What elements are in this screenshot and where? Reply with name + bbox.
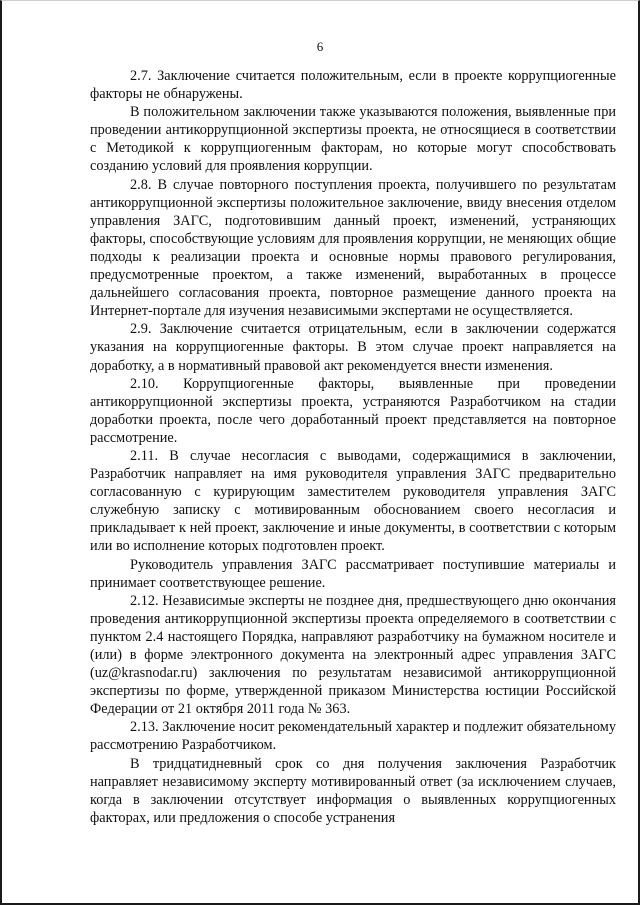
paragraph-2-7: 2.7. Заключение считается положительным, если в проекте коррупциогенные факторы не обнаружены. (90, 68, 616, 103)
document-body (90, 67, 616, 827)
paragraph-thirty-day-response: В тридцатидневный срок со дня получения заключения Разработчик направляет независимому эксперту мотивированный ответ (за исключением случаев, когда в заключении отсутствует информация о выявленных коррупциогенных факторах, или предложения о способе устранения (90, 755, 616, 826)
paragraph-2-8: 2.8. В случае повторного поступления проекта, получившего по результатам антикоррупционной экспертизы положительное заключение, ввиду внесения отделом управления ЗАГС, подготовившим данный проект, изменений, устраняющих факторы, способствующие условиям для проявления коррупции, не меняющих общие подходы к реализации проекта и основные нормы правового регулирования, предусмотренные проектом, а также изменений, выработанных в процессе дальнейшего согласования проекта, повторное размещение данного проекта на Интернет-портале для изучения независимыми экспертами не осуществляется. (90, 176, 616, 320)
paragraph-2-9: 2.9. Заключение считается отрицательным, если в заключении содержатся указания на коррупциогенные факторы. В этом случае проект направляется на доработку, а в нормативный правовой акт рекомендуется внести изменения. (90, 321, 616, 374)
paragraph-2-11: 2.11. В случае несогласия с выводами, содержащимися в заключении, Разработчик направляет на имя руководителя управления ЗАГС предварительно согласованную с курирующим заместителем руководителя управления ЗАГС служебную записку с мотивированным обоснованием своего несогласия и прикладывает к ней проект, заключение и иные документы, в соответствии с которым или во исполнение которых подготовлен проект. (90, 447, 616, 555)
paragraph-2-12: 2.12. Независимые эксперты не позднее дня, предшествующего дню окончания проведения антикоррупционной экспертизы проекта определяемого в соответствии с пунктом 2.4 настоящего Порядка, направляют разработчику на бумажном носителе и (или) в форме электронного документа на электронный адрес управления ЗАГС (uz@krasnodar.ru) заключения по результатам независимой антикоррупционной экспертизы по форме, утвержденной приказом Министерства юстиции Российской Федерации от 21 октября 2011 года № 363. (90, 592, 616, 718)
paragraph-2-10: 2.10. Коррупциогенные факторы, выявленные при проведении антикоррупционной экспертизы проекта, устраняются Разработчиком на стадии доработки проекта, после чего доработанный проект представляется на повторное рассмотрение. (90, 375, 616, 446)
paragraph-2-13: 2.13. Заключение носит рекомендательный характер и подлежит обязательному рассмотрению Разработчиком. (90, 719, 616, 754)
paragraph-head-decision: Руководитель управления ЗАГС рассматривает поступившие материалы и принимает соответствующее решение. (90, 556, 616, 591)
paragraph-positive-conclusion: В положительном заключении также указываются положения, выявленные при проведении антикоррупционной экспертизы проекта, не относящиеся в соответствии с Методикой к коррупциогенным факторам, но которые могут способствовать созданию условий для проявления коррупции. (90, 104, 616, 175)
page-number: 6 (316, 39, 324, 54)
